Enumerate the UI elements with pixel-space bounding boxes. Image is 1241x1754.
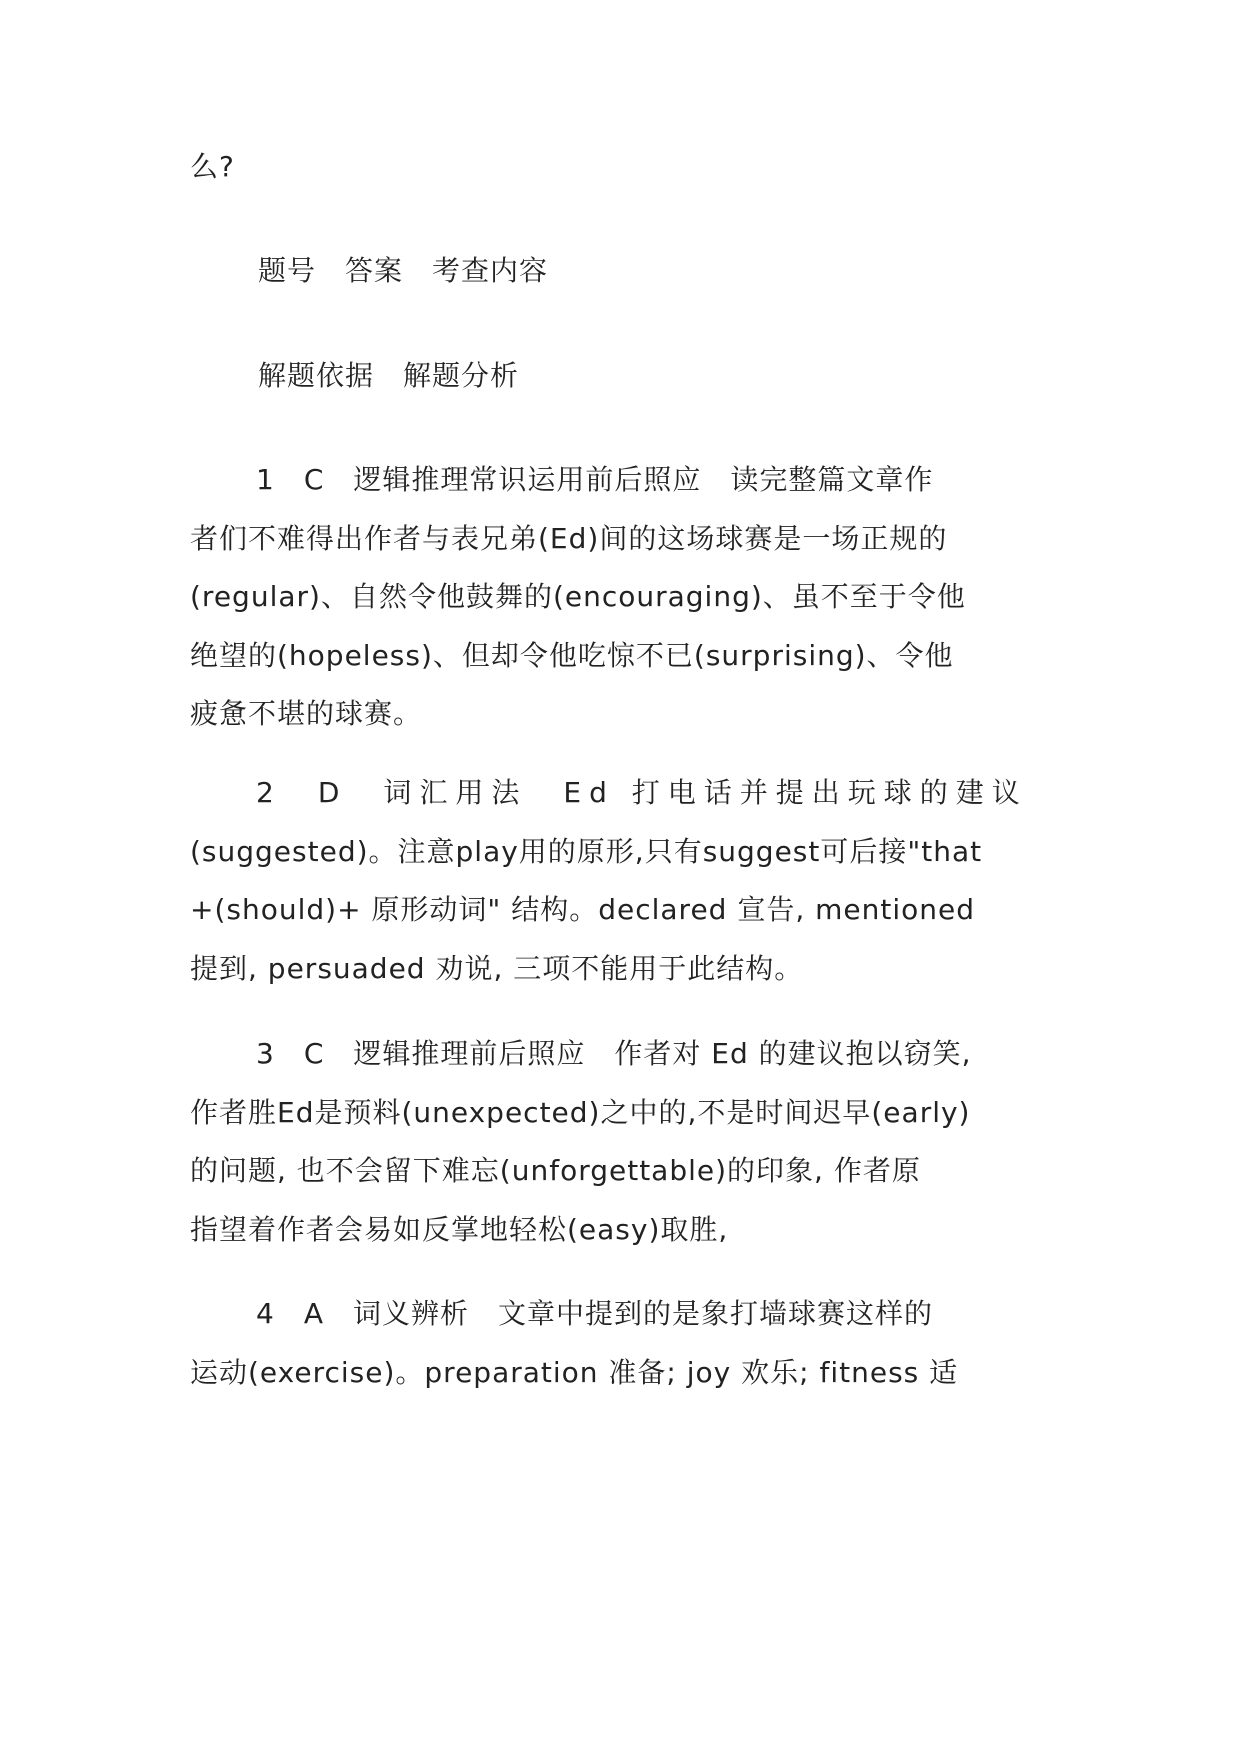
text-line: 运动(exercise)。preparation 准备; joy 欢乐; fitness 适 (190, 1355, 959, 1389)
text-line: 疲惫不堪的球赛。 (190, 697, 423, 730)
table-header-row-1 (190, 242, 1055, 301)
text-line: 的问题, 也不会留下难忘(unforgettable)的印象, 作者原 (190, 1154, 921, 1187)
text-line: (suggested)。注意play用的原形,只有suggest可后接"that (190, 834, 983, 868)
text-line: 3 C 逻辑推理前后照应 作者对 Ed 的建议抱以窃笑, (256, 1037, 972, 1070)
answer-paragraph-1 (190, 451, 1055, 744)
text-line: 提到, persuaded 劝说, 三项不能用于此结构。 (190, 951, 804, 985)
text-line: 作者胜Ed是预料(unexpected)之中的,不是时间迟早(early) (190, 1095, 971, 1129)
text-line: 么? (190, 150, 235, 183)
text-line: 解题依据 解题分析 (258, 359, 520, 392)
text-line: 题号 答案 考查内容 (258, 254, 549, 287)
text-line: 指望着作者会易如反掌地轻松(easy)取胜, (190, 1212, 729, 1246)
text-line: 1 C 逻辑推理常识运用前后照应 读完整篇文章作 (256, 463, 934, 496)
answer-paragraph-2 (190, 764, 1055, 998)
text-line: 4 A 词义辨析 文章中提到的是象打墙球赛这样的 (256, 1297, 933, 1330)
text-line: 者们不难得出作者与表兄弟(Ed)间的这场球赛是一场正规的 (190, 521, 948, 555)
answer-paragraph-4 (190, 1285, 1055, 1402)
table-header-row-2 (190, 347, 1055, 406)
text-line: 绝望的(hopeless)、但却令他吃惊不已(surprising)、令他 (190, 638, 954, 672)
text-line: +(should)+ 原形动词" 结构。declared 宣告, mentioned (190, 893, 976, 926)
paragraph-continuation (190, 138, 1055, 197)
text-line: (regular)、自然令他鼓舞的(encouraging)、虽不至于令他 (190, 580, 966, 613)
answer-paragraph-3 (190, 1025, 1055, 1259)
text-line: 2 D 词汇用法 Ed 打电话并提出玩球的建议 (256, 776, 1028, 809)
